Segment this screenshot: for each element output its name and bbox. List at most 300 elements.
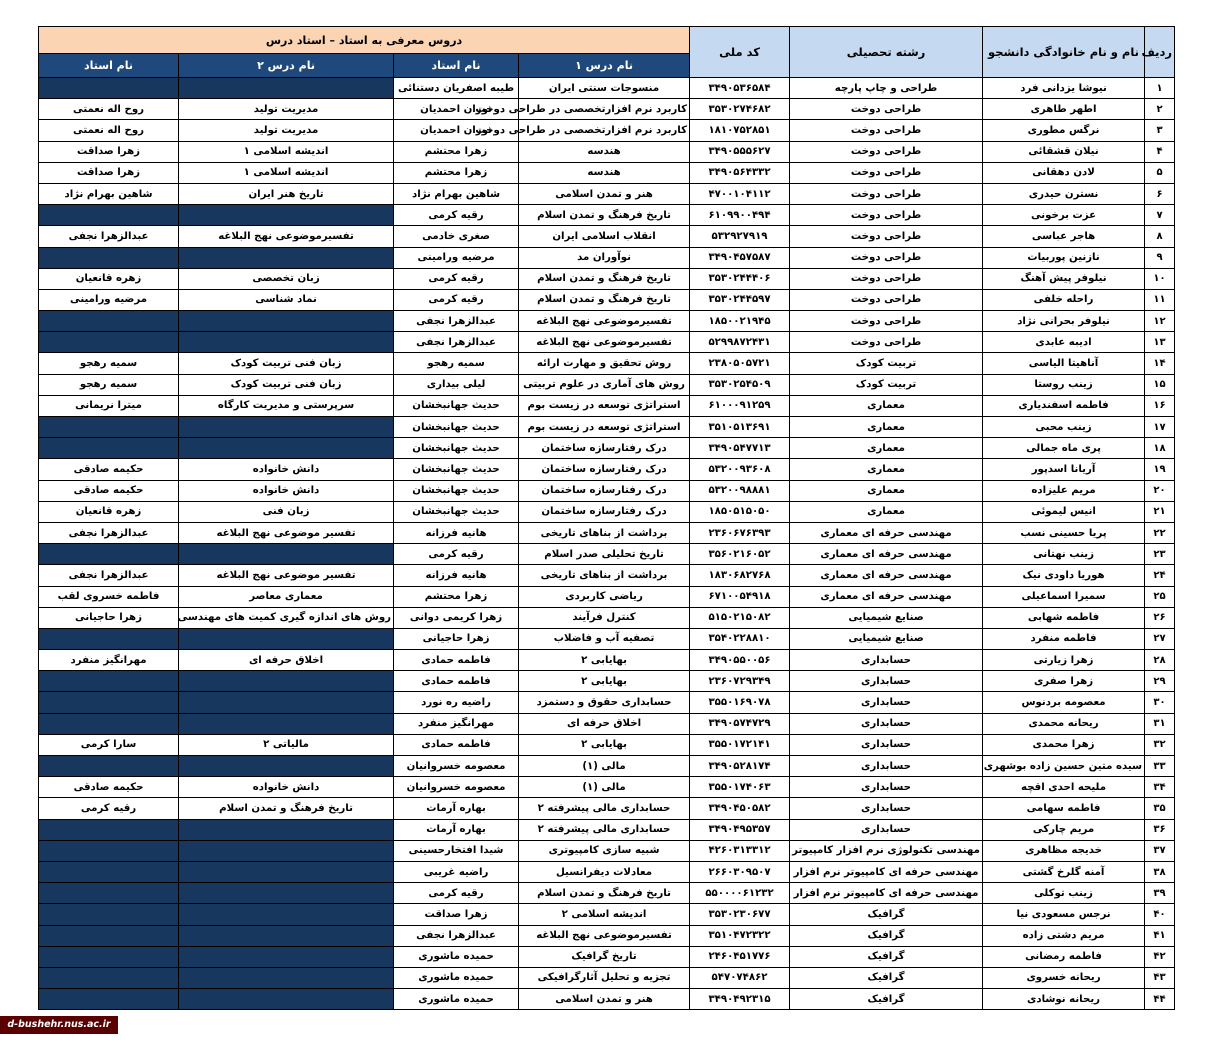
cell-course2 [179, 946, 394, 967]
cell-student-name: نیلان قشقائی [983, 141, 1145, 162]
cell-student-name: سیده متین حسین زاده بوشهری [983, 756, 1145, 777]
cell-teacher2: زهرا حاجیانی [39, 607, 179, 628]
cell-student-name: زهرا صفری [983, 671, 1145, 692]
cell-radif: ۸ [1145, 226, 1175, 247]
cell-course1: بهایابی ۲ [519, 734, 690, 755]
table-row [39, 777, 1175, 798]
cell-teacher2: عبدالزهرا نجفی [39, 226, 179, 247]
cell-student-name: نرگس مطوری [983, 120, 1145, 141]
cell-course1: هنر و تمدن اسلامی [519, 989, 690, 1010]
cell-teacher2 [39, 417, 179, 438]
cell-field: گرافیک [790, 967, 983, 988]
cell-radif: ۴۱ [1145, 925, 1175, 946]
cell-teacher2: زهرا صداقت [39, 141, 179, 162]
cell-course2: دانش خانواده [179, 777, 394, 798]
table-row [39, 501, 1175, 522]
cell-national-code: ۲۳۸۰۵۰۵۷۲۱ [690, 353, 790, 374]
cell-course1: برداشت از بناهای تاریخی [519, 565, 690, 586]
cell-teacher1: سمیه رهجو [394, 353, 519, 374]
table-row [39, 967, 1175, 988]
cell-field: مهندسی حرفه ای معماری [790, 522, 983, 543]
cell-course2 [179, 692, 394, 713]
cell-national-code: ۳۵۱۰۴۷۲۳۲۲ [690, 925, 790, 946]
cell-course1: درک رفتارسازه ساختمان [519, 480, 690, 501]
cell-field: تربیت کودک [790, 374, 983, 395]
table-row [39, 395, 1175, 416]
cell-radif: ۲۵ [1145, 586, 1175, 607]
cell-teacher1: حدیث جهانبخشان [394, 417, 519, 438]
cell-national-code: ۱۸۱۰۷۵۲۸۵۱ [690, 120, 790, 141]
table-row [39, 120, 1175, 141]
cell-national-code: ۵۴۷۰۷۴۸۶۲ [690, 967, 790, 988]
cell-field: معماری [790, 438, 983, 459]
cell-course2: معماری معاصر [179, 586, 394, 607]
cell-teacher1: فاطمه حمادی [394, 734, 519, 755]
cell-teacher1: حمیده ماشوری [394, 967, 519, 988]
cell-teacher2: رقیه کرمی [39, 798, 179, 819]
cell-field: حسابداری [790, 819, 983, 840]
cell-course2: زبان فنی تربیت کودک [179, 353, 394, 374]
cell-teacher1: حدیث جهانبخشان [394, 395, 519, 416]
cell-course1: حسابداری حقوق و دستمزد [519, 692, 690, 713]
cell-teacher2: حکیمه صادقی [39, 777, 179, 798]
cell-student-name: عزت برخونی [983, 205, 1145, 226]
cell-radif: ۱۱ [1145, 289, 1175, 310]
cell-national-code: ۵۵۰۰۰۰۶۱۲۳۲ [690, 883, 790, 904]
cell-teacher2 [39, 967, 179, 988]
cell-course2 [179, 247, 394, 268]
cell-national-code: ۲۳۶۰۶۷۶۳۹۳ [690, 522, 790, 543]
cell-radif: ۱۲ [1145, 311, 1175, 332]
cell-field: صنایع شیمیایی [790, 628, 983, 649]
cell-student-name: سمیرا اسماعیلی [983, 586, 1145, 607]
cell-course2: زبان فنی تربیت کودک [179, 374, 394, 395]
cell-field: حسابداری [790, 713, 983, 734]
cell-teacher2 [39, 332, 179, 353]
cell-national-code: ۴۷۰۰۱۰۴۱۱۲ [690, 183, 790, 204]
cell-student-name: نرجس مسعودی نیا [983, 904, 1145, 925]
cell-teacher2: میترا نریمانی [39, 395, 179, 416]
cell-course2: مدیریت تولید [179, 120, 394, 141]
cell-student-name: راحله خلفی [983, 289, 1145, 310]
cell-radif: ۳۰ [1145, 692, 1175, 713]
cell-teacher1: عبدالزهرا نجفی [394, 311, 519, 332]
cell-course1: معادلات دیفرانسیل [519, 861, 690, 882]
table-row [39, 565, 1175, 586]
cell-course1: بهایابی ۲ [519, 671, 690, 692]
cell-course2 [179, 438, 394, 459]
cell-course2 [179, 989, 394, 1010]
cell-radif: ۱۶ [1145, 395, 1175, 416]
cell-national-code: ۵۲۹۹۸۷۲۴۳۱ [690, 332, 790, 353]
cell-course2 [179, 883, 394, 904]
cell-student-name: زهرا زیارتی [983, 650, 1145, 671]
cell-teacher2 [39, 756, 179, 777]
table-row [39, 798, 1175, 819]
cell-teacher2 [39, 247, 179, 268]
cell-field: حسابداری [790, 798, 983, 819]
cell-teacher2 [39, 883, 179, 904]
cell-teacher1: معصومه خسروانیان [394, 756, 519, 777]
cell-field: مهندسی حرفه ای کامپیوتر نرم افزار [790, 883, 983, 904]
cell-course2 [179, 628, 394, 649]
cell-radif: ۴ [1145, 141, 1175, 162]
cell-teacher1: عبدالزهرا نجفی [394, 332, 519, 353]
cell-national-code: ۶۷۱۰۰۵۴۹۱۸ [690, 586, 790, 607]
cell-student-name: آناهیتا الیاسی [983, 353, 1145, 374]
cell-teacher1: لیلی بیداری [394, 374, 519, 395]
cell-course1: تاریخ تحلیلی صدر اسلام [519, 544, 690, 565]
cell-course2: تفسیرموضوعی نهج البلاغه [179, 226, 394, 247]
cell-course1: حسابداری مالی پیشرفته ۲ [519, 798, 690, 819]
cell-teacher2: روح اله نعمتی [39, 99, 179, 120]
cell-course1: منسوجات سنتی ایران [519, 78, 690, 99]
table-row [39, 607, 1175, 628]
table-row [39, 480, 1175, 501]
cell-radif: ۴۳ [1145, 967, 1175, 988]
cell-teacher2: حکیمه صادقی [39, 459, 179, 480]
cell-radif: ۳۶ [1145, 819, 1175, 840]
cell-teacher1: راضیه غریبی [394, 861, 519, 882]
cell-field: مهندسی حرفه ای معماری [790, 586, 983, 607]
cell-course1: بهایابی ۲ [519, 650, 690, 671]
cell-national-code: ۳۵۳۰۲۳۰۶۷۷ [690, 904, 790, 925]
cell-student-name: مریم علیزاده [983, 480, 1145, 501]
header-course2: نام درس ۲ [179, 54, 394, 78]
cell-course2 [179, 544, 394, 565]
table-row [39, 883, 1175, 904]
table-row [39, 332, 1175, 353]
cell-radif: ۳۳ [1145, 756, 1175, 777]
cell-national-code: ۳۵۳۰۲۷۴۶۸۲ [690, 99, 790, 120]
cell-course2: تفسیر موضوعی نهج البلاغه [179, 565, 394, 586]
table-row [39, 522, 1175, 543]
cell-course1: کنترل فرآیند [519, 607, 690, 628]
header-teacher1: نام استاد [394, 54, 519, 78]
cell-national-code: ۳۵۱۰۵۱۳۶۹۱ [690, 417, 790, 438]
cell-field: طراحی دوخت [790, 183, 983, 204]
cell-student-name: هاجر عباسی [983, 226, 1145, 247]
cell-teacher2 [39, 671, 179, 692]
cell-course1: کاربرد نرم افزارتخصصی در طراحی دوخت [519, 99, 690, 120]
cell-teacher1: هانیه فرزانه [394, 565, 519, 586]
header-course1: نام درس ۱ [519, 54, 690, 78]
cell-course1: استراتژی توسعه در زیست بوم [519, 417, 690, 438]
table-row [39, 840, 1175, 861]
cell-radif: ۵ [1145, 162, 1175, 183]
cell-teacher1: رقیه کرمی [394, 544, 519, 565]
header-intro-group: دروس معرفی به استاد – استاد درس [39, 27, 690, 54]
cell-teacher1: حدیث جهانبخشان [394, 459, 519, 480]
cell-field: طراحی دوخت [790, 99, 983, 120]
cell-national-code: ۳۴۹۰۴۵۷۵۸۷ [690, 247, 790, 268]
cell-field: معماری [790, 459, 983, 480]
cell-teacher1: زهرا کریمی دوانی [394, 607, 519, 628]
cell-teacher1: زهرا محتشم [394, 162, 519, 183]
cell-national-code: ۵۳۲۰۰۹۳۶۰۸ [690, 459, 790, 480]
cell-course2 [179, 417, 394, 438]
cell-teacher2: شاهین بهرام نژاد [39, 183, 179, 204]
cell-course1: تاریخ فرهنگ و تمدن اسلام [519, 268, 690, 289]
cell-national-code: ۳۴۹۰۵۴۷۷۱۳ [690, 438, 790, 459]
header-student-name: نام و نام خانوادگی دانشجو [983, 27, 1145, 78]
cell-national-code: ۳۵۴۰۲۲۸۸۱۰ [690, 628, 790, 649]
table-row [39, 904, 1175, 925]
table-row [39, 946, 1175, 967]
cell-course2: روش های اندازه گیری کمیت های مهندسی [179, 607, 394, 628]
cell-national-code: ۳۴۹۰۵۲۸۱۷۴ [690, 756, 790, 777]
cell-radif: ۳۱ [1145, 713, 1175, 734]
cell-field: تربیت کودک [790, 353, 983, 374]
cell-teacher1: عبدالزهرا نجفی [394, 925, 519, 946]
cell-national-code: ۳۴۹۰۵۵۰۰۵۶ [690, 650, 790, 671]
cell-teacher1: توران احمدیان [394, 120, 519, 141]
cell-teacher2: سمیه رهجو [39, 353, 179, 374]
cell-student-name: لادن دهقانی [983, 162, 1145, 183]
cell-national-code: ۵۳۲۹۲۷۹۱۹ [690, 226, 790, 247]
cell-field: طراحی دوخت [790, 162, 983, 183]
table-row [39, 417, 1175, 438]
cell-course1: شبیه سازی کامپیوتری [519, 840, 690, 861]
header-national-code: کد ملی [690, 27, 790, 78]
cell-student-name: ملیحه احدی اقچه [983, 777, 1145, 798]
cell-field: طراحی دوخت [790, 268, 983, 289]
cell-course2 [179, 861, 394, 882]
cell-radif: ۲۳ [1145, 544, 1175, 565]
cell-course1: اخلاق حرفه ای [519, 713, 690, 734]
cell-course1: کاربرد نرم افزارتخصصی در طراحی دوخت [519, 120, 690, 141]
cell-course2: نماد شناسی [179, 289, 394, 310]
cell-national-code: ۵۳۲۰۰۹۸۸۸۱ [690, 480, 790, 501]
table-row [39, 438, 1175, 459]
site-watermark: d-bushehr.nus.ac.ir [0, 1016, 118, 1034]
cell-course1: تفسیرموضوعی نهج البلاغه [519, 925, 690, 946]
cell-radif: ۲۱ [1145, 501, 1175, 522]
cell-field: حسابداری [790, 671, 983, 692]
header-radif: ردیف [1145, 27, 1175, 78]
cell-radif: ۱۷ [1145, 417, 1175, 438]
cell-national-code: ۳۵۶۰۲۱۶۰۵۲ [690, 544, 790, 565]
cell-teacher1: مهرانگیز منفرد [394, 713, 519, 734]
table-row [39, 671, 1175, 692]
cell-teacher1: طیبه اصفریان دستنائی [394, 78, 519, 99]
cell-national-code: ۳۵۵۰۱۶۹۰۷۸ [690, 692, 790, 713]
cell-national-code: ۳۵۵۰۱۷۴۰۶۳ [690, 777, 790, 798]
cell-course2 [179, 205, 394, 226]
table-row [39, 268, 1175, 289]
table-row [39, 205, 1175, 226]
cell-teacher2 [39, 989, 179, 1010]
cell-radif: ۲۴ [1145, 565, 1175, 586]
cell-teacher1: معصومه خسروانیان [394, 777, 519, 798]
cell-course1: تفسیرموضوعی نهج البلاغه [519, 311, 690, 332]
table-row [39, 819, 1175, 840]
cell-field: حسابداری [790, 650, 983, 671]
cell-teacher1: رقیه کرمی [394, 268, 519, 289]
cell-radif: ۳۲ [1145, 734, 1175, 755]
cell-course2 [179, 967, 394, 988]
cell-teacher1: زهرا محتشم [394, 586, 519, 607]
cell-student-name: خدیجه مظاهری [983, 840, 1145, 861]
cell-teacher1: راضیه ره نورد [394, 692, 519, 713]
cell-course1: تاریخ فرهنگ و تمدن اسلام [519, 289, 690, 310]
cell-radif: ۳۸ [1145, 861, 1175, 882]
table-row [39, 756, 1175, 777]
cell-teacher2: سارا کرمی [39, 734, 179, 755]
cell-student-name: مریم چارکی [983, 819, 1145, 840]
cell-course2: تاریخ فرهنگ و تمدن اسلام [179, 798, 394, 819]
cell-course2: مالیاتی ۲ [179, 734, 394, 755]
cell-student-name: پریا حسینی نسب [983, 522, 1145, 543]
table-row [39, 78, 1175, 99]
cell-field: معماری [790, 480, 983, 501]
cell-teacher2: زهره قانعیان [39, 501, 179, 522]
cell-teacher2: عبدالزهرا نجفی [39, 522, 179, 543]
cell-radif: ۴۰ [1145, 904, 1175, 925]
cell-radif: ۳ [1145, 120, 1175, 141]
cell-course1: تاریخ فرهنگ و تمدن اسلام [519, 883, 690, 904]
table-row [39, 650, 1175, 671]
cell-teacher2 [39, 861, 179, 882]
cell-student-name: فاطمه رمضانی [983, 946, 1145, 967]
cell-field: مهندسی حرفه ای کامپیوتر نرم افزار [790, 861, 983, 882]
cell-field: صنایع شیمیایی [790, 607, 983, 628]
cell-course2 [179, 840, 394, 861]
cell-teacher1: فاطمه حمادی [394, 650, 519, 671]
cell-field: گرافیک [790, 925, 983, 946]
cell-course1: روش تحقیق و مهارت ارائه [519, 353, 690, 374]
cell-student-name: فاطمه منفرد [983, 628, 1145, 649]
cell-radif: ۴۴ [1145, 989, 1175, 1010]
cell-radif: ۳۵ [1145, 798, 1175, 819]
cell-field: حسابداری [790, 777, 983, 798]
cell-radif: ۲۶ [1145, 607, 1175, 628]
cell-teacher2 [39, 904, 179, 925]
cell-course1: روش های آماری در علوم تربیتی [519, 374, 690, 395]
cell-teacher1: حدیث جهانبخشان [394, 480, 519, 501]
cell-course2: اندیشه اسلامی ۱ [179, 162, 394, 183]
cell-course2: تاریخ هنر ایران [179, 183, 394, 204]
cell-field: طراحی دوخت [790, 120, 983, 141]
cell-teacher1: مرضیه ورامینی [394, 247, 519, 268]
cell-national-code: ۳۴۹۰۴۵۰۵۸۲ [690, 798, 790, 819]
cell-student-name: هوریا داودی نیک [983, 565, 1145, 586]
cell-course2 [179, 671, 394, 692]
cell-radif: ۷ [1145, 205, 1175, 226]
cell-national-code: ۲۴۶۰۴۵۱۷۷۶ [690, 946, 790, 967]
table-row [39, 141, 1175, 162]
cell-national-code: ۲۶۶۰۳۰۹۵۰۷ [690, 861, 790, 882]
cell-course2: تفسیر موضوعی نهج البلاغه [179, 522, 394, 543]
cell-national-code: ۳۵۳۰۲۴۴۴۰۶ [690, 268, 790, 289]
cell-teacher1: رقیه کرمی [394, 289, 519, 310]
cell-student-name: زینب نهتانی [983, 544, 1145, 565]
table-row [39, 311, 1175, 332]
cell-student-name: ادیبه عابدی [983, 332, 1145, 353]
cell-course1: تجزیه و تحلیل آثارگرافیکی [519, 967, 690, 988]
cell-national-code: ۲۳۶۰۷۲۹۳۴۹ [690, 671, 790, 692]
cell-radif: ۲ [1145, 99, 1175, 120]
cell-teacher2: زهره قانعیان [39, 268, 179, 289]
cell-teacher1: بهاره آرمات [394, 798, 519, 819]
cell-course1: هندسه [519, 162, 690, 183]
cell-field: حسابداری [790, 692, 983, 713]
cell-field: طراحی و چاپ پارچه [790, 78, 983, 99]
cell-teacher2 [39, 438, 179, 459]
cell-teacher1: حدیث جهانبخشان [394, 438, 519, 459]
cell-field: معماری [790, 395, 983, 416]
cell-field: گرافیک [790, 946, 983, 967]
cell-student-name: نسترن حیدری [983, 183, 1145, 204]
cell-student-name: نیوشا یزدانی فرد [983, 78, 1145, 99]
cell-course2: زبان فنی [179, 501, 394, 522]
cell-field: گرافیک [790, 904, 983, 925]
cell-teacher2: فاطمه خسروی لقب [39, 586, 179, 607]
cell-teacher2 [39, 544, 179, 565]
cell-teacher2: روح اله نعمتی [39, 120, 179, 141]
cell-student-name: معصومه بردنوس [983, 692, 1145, 713]
cell-course1: درک رفتارسازه ساختمان [519, 501, 690, 522]
cell-national-code: ۱۸۳۰۶۸۲۷۶۸ [690, 565, 790, 586]
table-row [39, 586, 1175, 607]
table-row [39, 226, 1175, 247]
cell-teacher1: توران احمدیان [394, 99, 519, 120]
cell-teacher2: سمیه رهجو [39, 374, 179, 395]
cell-radif: ۱۰ [1145, 268, 1175, 289]
cell-teacher2 [39, 692, 179, 713]
cell-student-name: ریحانه نوشادی [983, 989, 1145, 1010]
cell-teacher2 [39, 946, 179, 967]
cell-course2: سرپرستی و مدیریت کارگاه [179, 395, 394, 416]
cell-radif: ۱ [1145, 78, 1175, 99]
cell-national-code: ۳۴۹۰۴۹۲۳۱۵ [690, 989, 790, 1010]
cell-teacher2: مهرانگیز منفرد [39, 650, 179, 671]
cell-course1: هنر و تمدن اسلامی [519, 183, 690, 204]
cell-field: معماری [790, 417, 983, 438]
cell-teacher2 [39, 205, 179, 226]
cell-field: معماری [790, 501, 983, 522]
cell-radif: ۱۹ [1145, 459, 1175, 480]
cell-teacher2: عبدالزهرا نجفی [39, 565, 179, 586]
cell-teacher1: رقیه کرمی [394, 883, 519, 904]
table-row [39, 628, 1175, 649]
cell-radif: ۶ [1145, 183, 1175, 204]
cell-student-name: نیلوفر بحرانی نژاد [983, 311, 1145, 332]
cell-student-name: آمنه گلرخ گشتی [983, 861, 1145, 882]
cell-student-name: فاطمه اسفندیاری [983, 395, 1145, 416]
cell-radif: ۳۷ [1145, 840, 1175, 861]
cell-course1: اندیشه اسلامی ۲ [519, 904, 690, 925]
cell-student-name: پری ماه جمالی [983, 438, 1145, 459]
cell-student-name: فاطمه سهامی [983, 798, 1145, 819]
cell-course1: حسابداری مالی پیشرفته ۲ [519, 819, 690, 840]
cell-course1: درک رفتارسازه ساختمان [519, 438, 690, 459]
table-row [39, 247, 1175, 268]
cell-teacher1: حدیث جهانبخشان [394, 501, 519, 522]
cell-field: طراحی دوخت [790, 289, 983, 310]
cell-field: طراحی دوخت [790, 141, 983, 162]
cell-teacher2 [39, 713, 179, 734]
cell-radif: ۹ [1145, 247, 1175, 268]
cell-course2: دانش خانواده [179, 480, 394, 501]
cell-course1: مالی (۱) [519, 756, 690, 777]
cell-teacher2: مرضیه ورامینی [39, 289, 179, 310]
cell-field: طراحی دوخت [790, 311, 983, 332]
cell-student-name: نیلوفر پیش آهنگ [983, 268, 1145, 289]
cell-course1: مالی (۱) [519, 777, 690, 798]
cell-teacher2 [39, 628, 179, 649]
cell-course2 [179, 819, 394, 840]
